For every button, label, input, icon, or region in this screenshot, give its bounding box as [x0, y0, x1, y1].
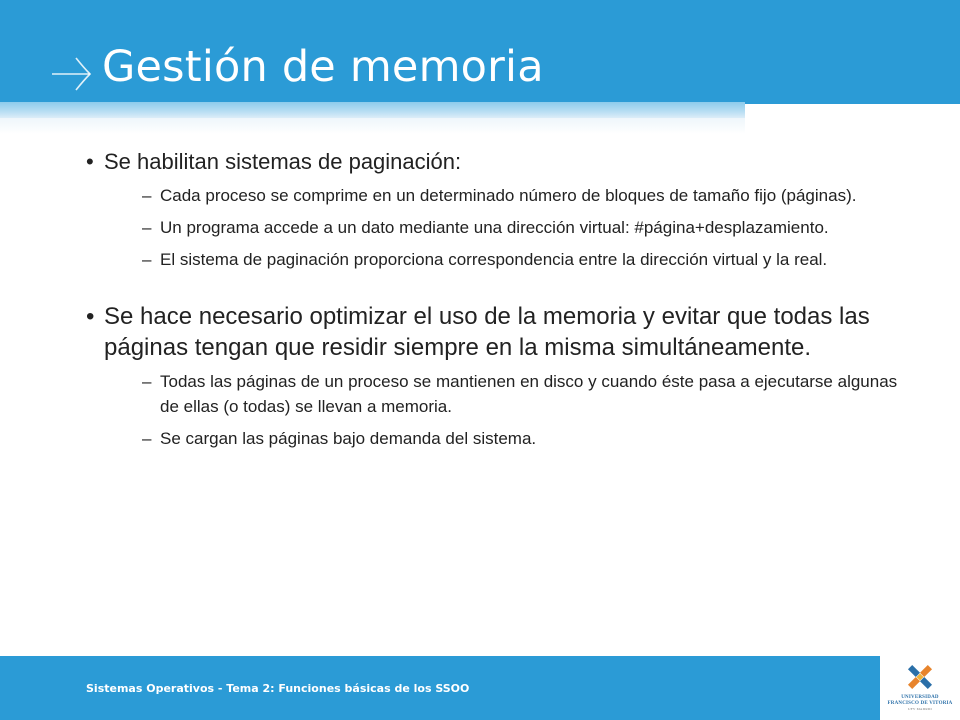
header-stripe [0, 102, 745, 118]
arrow-right-icon [50, 52, 94, 96]
slide-content [86, 146, 906, 458]
bullet-1-subs [142, 183, 906, 272]
header-fade [0, 118, 745, 134]
sub-bullet: – Se cargan las páginas bajo demanda del sistema. [142, 426, 906, 451]
bullet-2: • Se hace necesario optimizar el uso de la memoria y evitar que todas las páginas tengan que residir siempre en la misma simultáneamente. [86, 301, 906, 363]
header-stripe-gap [745, 104, 960, 118]
sub-bullet: – Cada proceso se comprime en un determinado número de bloques de tamaño fijo (páginas). [142, 183, 906, 208]
sub-bullet: – Todas las páginas de un proceso se mantienen en disco y cuando éste pasa a ejecutarse algunas de ellas (o todas) se llevan a memoria. [142, 369, 906, 419]
sub-bullet: – Un programa accede a un dato mediante una dirección virtual: #página+desplazamiento. [142, 215, 906, 240]
footer-text: Sistemas Operativos - Tema 2: Funciones básicas de los SSOO [86, 682, 470, 695]
logo-text: UNIVERSIDAD FRANCISCO DE VITORIA UFV MADRID [887, 695, 953, 711]
sub-bullet: – El sistema de paginación proporciona correspondencia entre la dirección virtual y la real. [142, 247, 906, 272]
bullet-1: • Se habilitan sistemas de paginación: [86, 146, 906, 177]
bullet-2-subs [142, 369, 906, 451]
ufv-logo-icon [902, 660, 938, 694]
footer-bar [0, 656, 880, 720]
university-logo [880, 656, 960, 720]
header-bar [0, 0, 960, 104]
slide-title: Gestión de memoria [102, 42, 544, 92]
